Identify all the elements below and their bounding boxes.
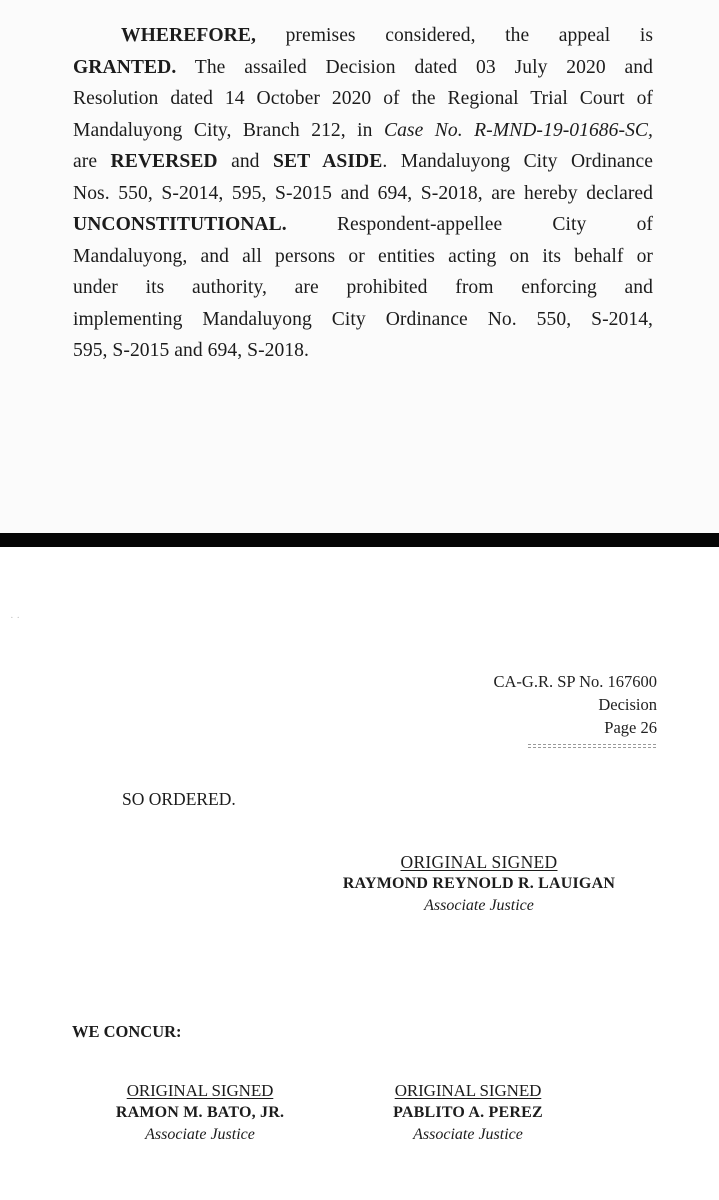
page-separator <box>0 533 719 547</box>
ponente-signature-block <box>314 851 644 917</box>
dispositive-paragraph <box>73 20 653 367</box>
we-concur-label: WE CONCUR: <box>72 1022 182 1041</box>
unconstitutional-text: UNCONSTITUTIONAL. <box>73 214 287 235</box>
case-number-text: Case No. R-MND-19-01686-SC, <box>383 119 653 141</box>
scan-speck: · · <box>10 612 21 624</box>
concurring-signature-right <box>352 1080 584 1146</box>
paragraph-line-6: Nos. 550, S-2014, 595, S-2015 and 694, S-2018, are hereby declared <box>73 182 653 204</box>
paragraph-line-10: implementing Mandaluyong City Ordinance No. 550, S-2014, <box>73 308 653 330</box>
document-type: Decision <box>598 695 657 714</box>
justice-title: Associate Justice <box>424 897 534 914</box>
paragraph-line-3: Resolution dated 14 October 2020 of the Regional Trial Court of <box>73 88 653 109</box>
page-header <box>494 670 658 739</box>
paragraph-line-4: Mandaluyong City, Branch 212, in Case No. R-MND-19-01686-SC, <box>73 119 653 141</box>
paragraph-line-11: 595, S-2015 and 694, S-2018. <box>73 340 309 361</box>
justice-title: Associate Justice <box>413 1126 523 1143</box>
granted-text: GRANTED. <box>73 56 177 78</box>
signature-status: ORIGINAL SIGNED <box>400 852 558 872</box>
page-number: Page 26 <box>604 718 657 737</box>
wherefore-text: WHEREFORE, <box>121 25 256 46</box>
concurring-signature-left <box>84 1080 316 1146</box>
paragraph-line-8: Mandaluyong, and all persons or entities acting on its behalf or <box>73 245 653 267</box>
paragraph-line-5: are REVERSED and SET ASIDE. Mandaluyong City Ordinance <box>73 151 654 172</box>
case-number: CA-G.R. SP No. 167600 <box>493 672 657 691</box>
signature-status: ORIGINAL SIGNED <box>126 1081 274 1100</box>
paragraph-line-9: under its authority, are prohibited from enforcing and <box>73 277 653 298</box>
justice-title: Associate Justice <box>145 1126 255 1143</box>
reversed-text: REVERSED <box>110 151 218 172</box>
so-ordered: SO ORDERED. <box>122 789 236 809</box>
justice-name: PABLITO A. PEREZ <box>393 1104 543 1121</box>
paragraph-line-7: UNCONSTITUTIONAL. Respondent-appellee City of <box>73 214 654 235</box>
set-aside-text: SET ASIDE <box>273 151 383 172</box>
header-rule <box>528 744 656 748</box>
paragraph-line-2: GRANTED. The assailed Decision dated 03 July 2020 and <box>73 56 653 78</box>
justice-name: RAMON M. BATO, JR. <box>115 1104 285 1121</box>
paragraph-line-1: WHEREFORE, premises considered, the appeal is <box>121 25 653 46</box>
signature-status: ORIGINAL SIGNED <box>394 1081 542 1100</box>
justice-name: RAYMOND REYNOLD R. LAUIGAN <box>342 875 616 892</box>
